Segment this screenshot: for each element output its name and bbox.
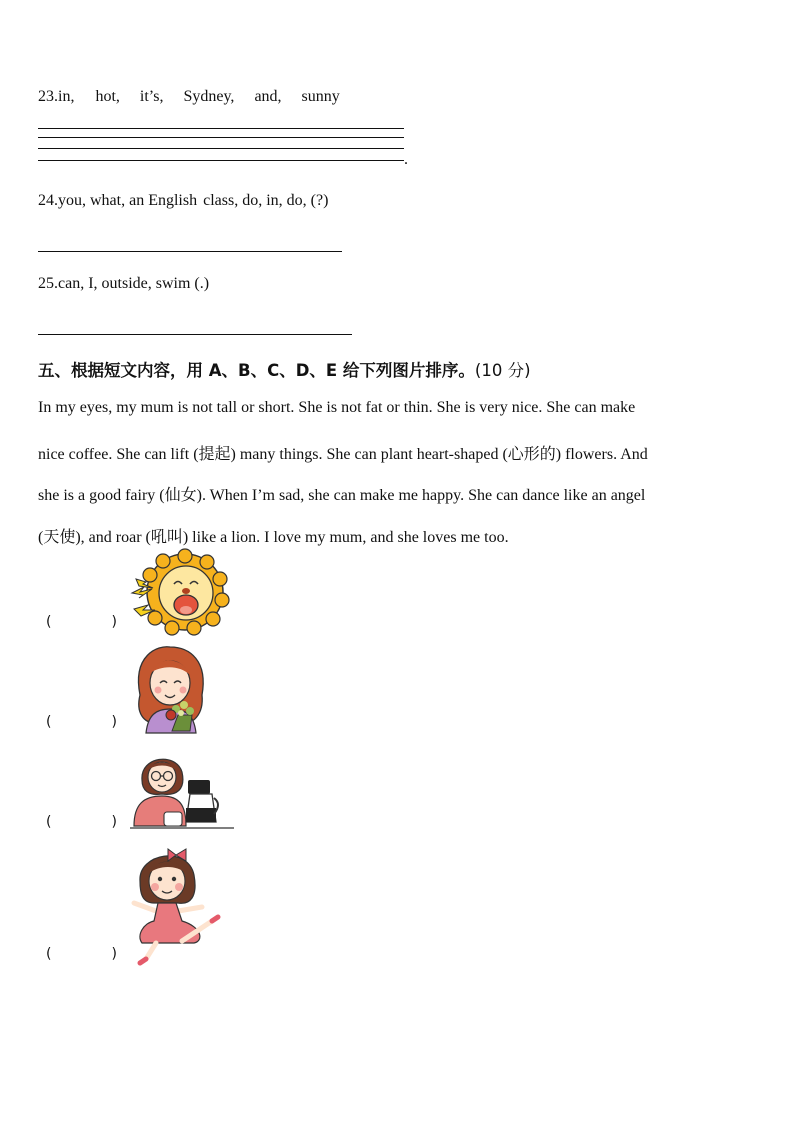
word: class, — [203, 192, 239, 209]
answer-line[interactable] — [38, 137, 404, 138]
answer-bracket[interactable]: ( ) — [46, 946, 117, 962]
dancing-girl-picture — [132, 845, 224, 967]
word: you, — [58, 192, 86, 209]
word: in, — [266, 192, 283, 209]
word: Sydney, — [183, 88, 235, 105]
word: an English — [129, 192, 198, 209]
cup-icon — [164, 812, 182, 826]
word: and, — [254, 88, 282, 105]
question-25 — [38, 275, 209, 293]
woman-making-coffee-picture — [130, 750, 234, 832]
answer-line[interactable] — [38, 251, 342, 252]
word: hot, — [95, 88, 120, 105]
question-24 — [38, 192, 328, 210]
answer-bracket[interactable]: ( ) — [46, 814, 117, 830]
word: swim — [155, 275, 191, 292]
question-number: 23. — [38, 88, 58, 105]
passage-line: (天使), and roar (吼叫) like a lion. I love my mum, and she loves me too. — [38, 529, 509, 546]
word: it’s, — [139, 88, 164, 105]
answer-line[interactable] — [38, 334, 352, 335]
answer-line[interactable] — [38, 148, 404, 149]
word: outside, — [101, 275, 152, 292]
question-number: 25. — [38, 275, 58, 292]
passage-line: she is a good fairy (仙女). When I’m sad, she can make me happy. She can dance like an angel — [38, 487, 646, 504]
end-period: . — [404, 151, 408, 168]
word: in, — [58, 88, 75, 105]
question-number: 24. — [38, 192, 58, 209]
word: can, — [58, 275, 85, 292]
answer-line[interactable] — [38, 128, 404, 129]
word: (.) — [194, 275, 210, 292]
coffee-maker-icon — [186, 780, 218, 822]
section-title — [38, 357, 531, 381]
word: what, — [90, 192, 126, 209]
answer-bracket[interactable]: ( ) — [46, 614, 117, 630]
word: I, — [88, 275, 98, 292]
answer-bracket[interactable]: ( ) — [46, 714, 117, 730]
roaring-lion-picture — [130, 553, 230, 633]
section-title-text: 五、根据短文内容，用 A、B、C、D、E 给下列图片排序。 — [38, 361, 475, 380]
question-23 — [38, 88, 340, 106]
word: do, — [242, 192, 263, 209]
word: sunny — [301, 88, 340, 105]
section-points: (10 分) — [474, 361, 531, 380]
passage-line: In my eyes, my mum is not tall or short. She is not fat or thin. She is very nice. She can make — [38, 399, 636, 416]
woman-with-flowers-picture — [132, 645, 208, 733]
passage-line: nice coffee. She can lift (提起) many things. She can plant heart-shaped (心形的) flowers. And — [38, 446, 648, 463]
word: do, — [286, 192, 307, 209]
word: (?) — [310, 192, 329, 209]
answer-line[interactable] — [38, 160, 404, 161]
